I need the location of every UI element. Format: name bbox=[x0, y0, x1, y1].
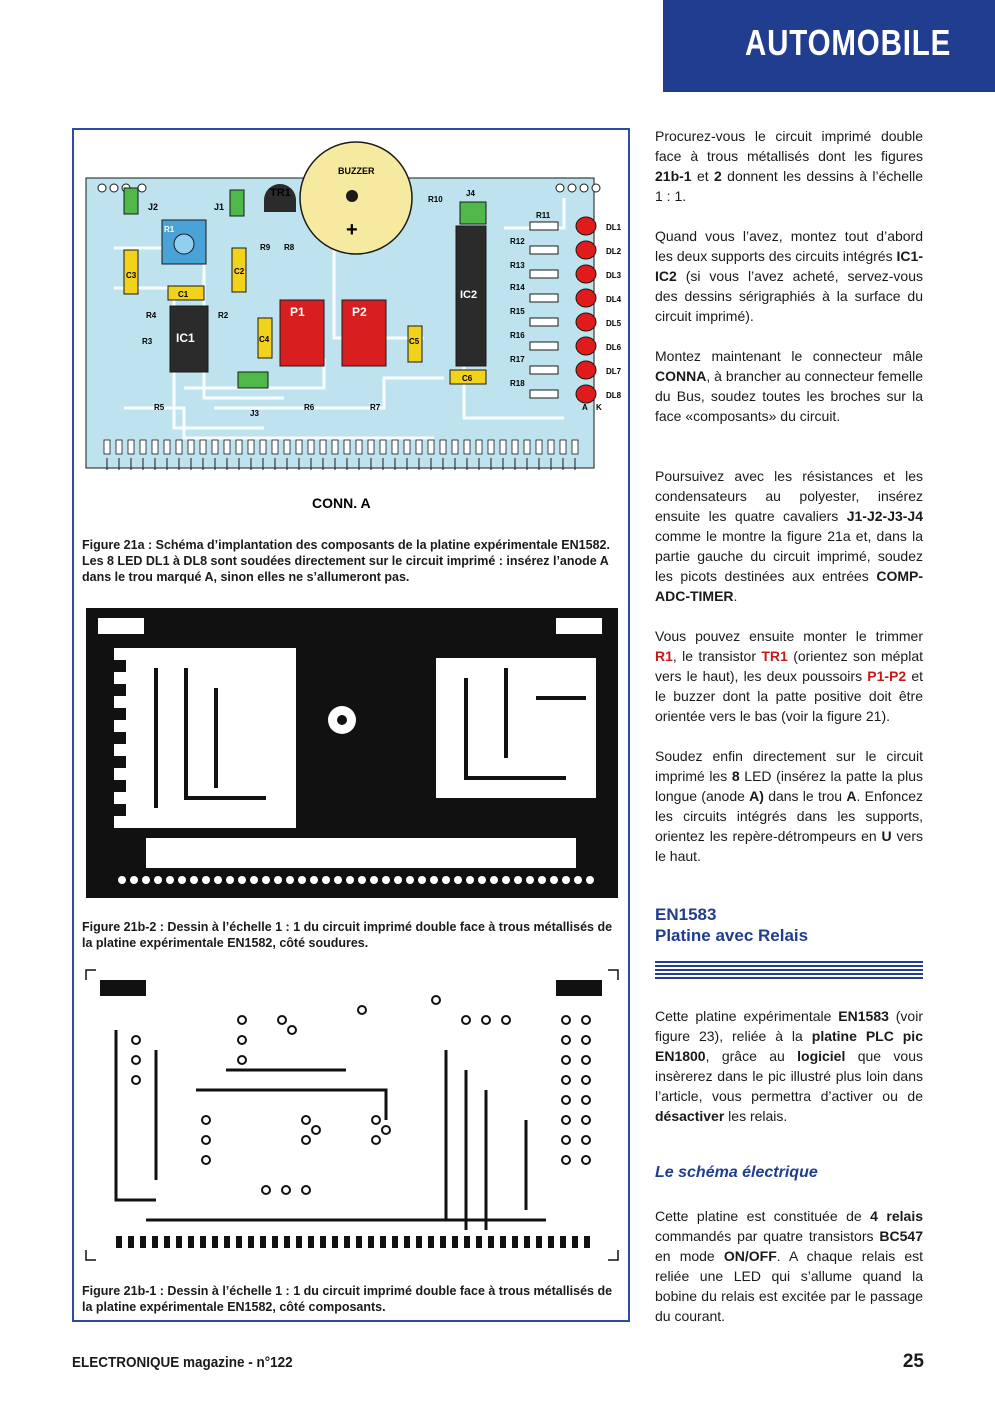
section-title-en1583: EN1583 Platine avec Relais bbox=[655, 905, 809, 945]
figure-21a-component-layout bbox=[84, 138, 622, 520]
label-r9: R9 bbox=[260, 243, 271, 252]
section-divider bbox=[655, 961, 923, 981]
label-cathode: K bbox=[596, 403, 602, 412]
label-dl3: DL3 bbox=[606, 271, 622, 280]
label-j2: J2 bbox=[148, 202, 159, 212]
label-dl2: DL2 bbox=[606, 247, 622, 256]
label-dl5: DL5 bbox=[606, 319, 622, 328]
label-r18: R18 bbox=[510, 379, 525, 388]
label-j1: J1 bbox=[214, 202, 225, 212]
label-c3: C3 bbox=[126, 271, 137, 280]
section-header bbox=[663, 0, 995, 92]
label-dl1: DL1 bbox=[606, 223, 622, 232]
label-r11: R11 bbox=[536, 211, 551, 220]
label-c5: C5 bbox=[409, 337, 420, 346]
label-r6: R6 bbox=[304, 403, 315, 412]
label-tr1: TR1 bbox=[270, 187, 291, 199]
caption-figure-21b-2: Figure 21b-2 : Dessin à l’échelle 1 : 1 du circuit imprimé double face à trous métallisés de la platine expérimentale EN1582, côté soudures. bbox=[82, 920, 613, 950]
caption-figure-21a: Figure 21a : Schéma d’implantation des composants de la platine expérimentale EN1582. Les 8 LED DL1 à DL8 sont soudées directement sur le circuit imprimé : insérez l’anode A dans le trou marqué A, sinon elles ne s’allumeront pas. bbox=[82, 538, 610, 584]
section-title: AUTOMOBILE bbox=[745, 22, 952, 63]
label-dl6: DL6 bbox=[606, 343, 622, 352]
label-r2: R2 bbox=[218, 311, 229, 320]
paragraph-5: Vous pouvez ensuite monter le trimmer R1, le transistor TR1 (orientez son méplat vers le haut), les deux poussoirs P1-P2 et le buzzer dont la patte positive doit être orientée vers le bas (voir la figure 21). bbox=[655, 628, 924, 724]
label-r14: R14 bbox=[510, 283, 525, 292]
paragraph-7: Cette platine expérimentale EN1583 (voir figure 23), reliée à la platine PLC pic EN1800, grâce au logiciel que vous insèrerez dans le pic illustré plus loin dans l’article, vous permettra d’activer ou de désactiver les relais. bbox=[655, 1008, 923, 1124]
label-j3: J3 bbox=[250, 409, 259, 418]
caption-figure-21b-1: Figure 21b-1 : Dessin à l’échelle 1 : 1 du circuit imprimé double face à trous métallisés de la platine expérimentale EN1582, côté composants. bbox=[82, 1284, 613, 1314]
label-r12: R12 bbox=[510, 237, 525, 246]
paragraph-6: Soudez enfin directement sur le circuit imprimé les 8 LED (insérez la patte la plus longue (anode A) dans le trou A. Enfoncez les circuits intégrés dans les supports, orientez les repère-détrompeurs en U vers le haut. bbox=[655, 748, 924, 864]
label-ic1: IC1 bbox=[176, 331, 195, 345]
label-conn-a: CONN. A bbox=[312, 495, 371, 511]
label-dl8: DL8 bbox=[606, 391, 622, 400]
label-r8: R8 bbox=[284, 243, 295, 252]
figure-21b-1-component-side bbox=[86, 970, 618, 1260]
paragraph-3: Montez maintenant le connecteur mâle CONNA, à brancher au connecteur femelle du Bus, soudez toutes les broches sur la face «composants» du circuit. bbox=[655, 348, 923, 424]
label-r3: R3 bbox=[142, 337, 153, 346]
paragraph-1: Procurez-vous le circuit imprimé double face à trous métallisés dont les figures 21b-1 et 2 donnent les dessins à l’échelle 1 : 1. bbox=[655, 128, 923, 204]
label-r15: R15 bbox=[510, 307, 525, 316]
label-r7: R7 bbox=[370, 403, 381, 412]
label-dl7: DL7 bbox=[606, 367, 622, 376]
label-buzzer-plus: + bbox=[346, 219, 358, 241]
label-r10: R10 bbox=[428, 195, 443, 204]
label-dl4: DL4 bbox=[606, 295, 622, 304]
label-c2: C2 bbox=[234, 267, 245, 276]
subheading-schema: Le schéma électrique bbox=[655, 1164, 818, 1181]
figure-21b-2-solder-side bbox=[86, 608, 618, 898]
label-r4: R4 bbox=[146, 311, 157, 320]
label-c1: C1 bbox=[178, 290, 189, 299]
paragraph-2: Quand vous l’avez, montez tout d’abord les deux supports des circuits intégrés IC1-IC2 (si vous l’avez acheté, servez-vous des dessins sérigraphiés à la surface du circuit imprimé). bbox=[655, 228, 923, 324]
label-c6: C6 bbox=[462, 374, 473, 383]
label-r17: R17 bbox=[510, 355, 525, 364]
label-c4: C4 bbox=[259, 335, 270, 344]
label-r1: R1 bbox=[164, 225, 175, 234]
label-j4: J4 bbox=[466, 189, 475, 198]
page-number: 25 bbox=[902, 1351, 924, 1372]
paragraph-4: Poursuivez avec les résistances et les condensateurs au polyester, insérez ensuite les quatre cavaliers J1-J2-J3-J4 comme le montre la figure 21a et, dans la partie gauche du circuit imprimé, soudez les picots destinées aux entrées COMP-ADC-TIMER. bbox=[655, 468, 923, 604]
label-buzzer: BUZZER bbox=[338, 166, 375, 176]
footer-magazine: ELECTRONIQUE magazine - n°122 bbox=[72, 1354, 293, 1371]
label-r16: R16 bbox=[510, 331, 525, 340]
label-p1: P1 bbox=[290, 305, 305, 319]
paragraph-8: Cette platine est constituée de 4 relais commandés par quatre transistors BC547 en mode ON/OFF. A chaque relais est reliée une LED qui s’allume quand la bobine du relais est excitée par le passage du courant. bbox=[655, 1208, 924, 1324]
label-r13: R13 bbox=[510, 261, 525, 270]
label-r5: R5 bbox=[154, 403, 165, 412]
label-p2: P2 bbox=[352, 305, 367, 319]
label-anode: A bbox=[582, 403, 588, 412]
label-ic2: IC2 bbox=[460, 289, 478, 301]
